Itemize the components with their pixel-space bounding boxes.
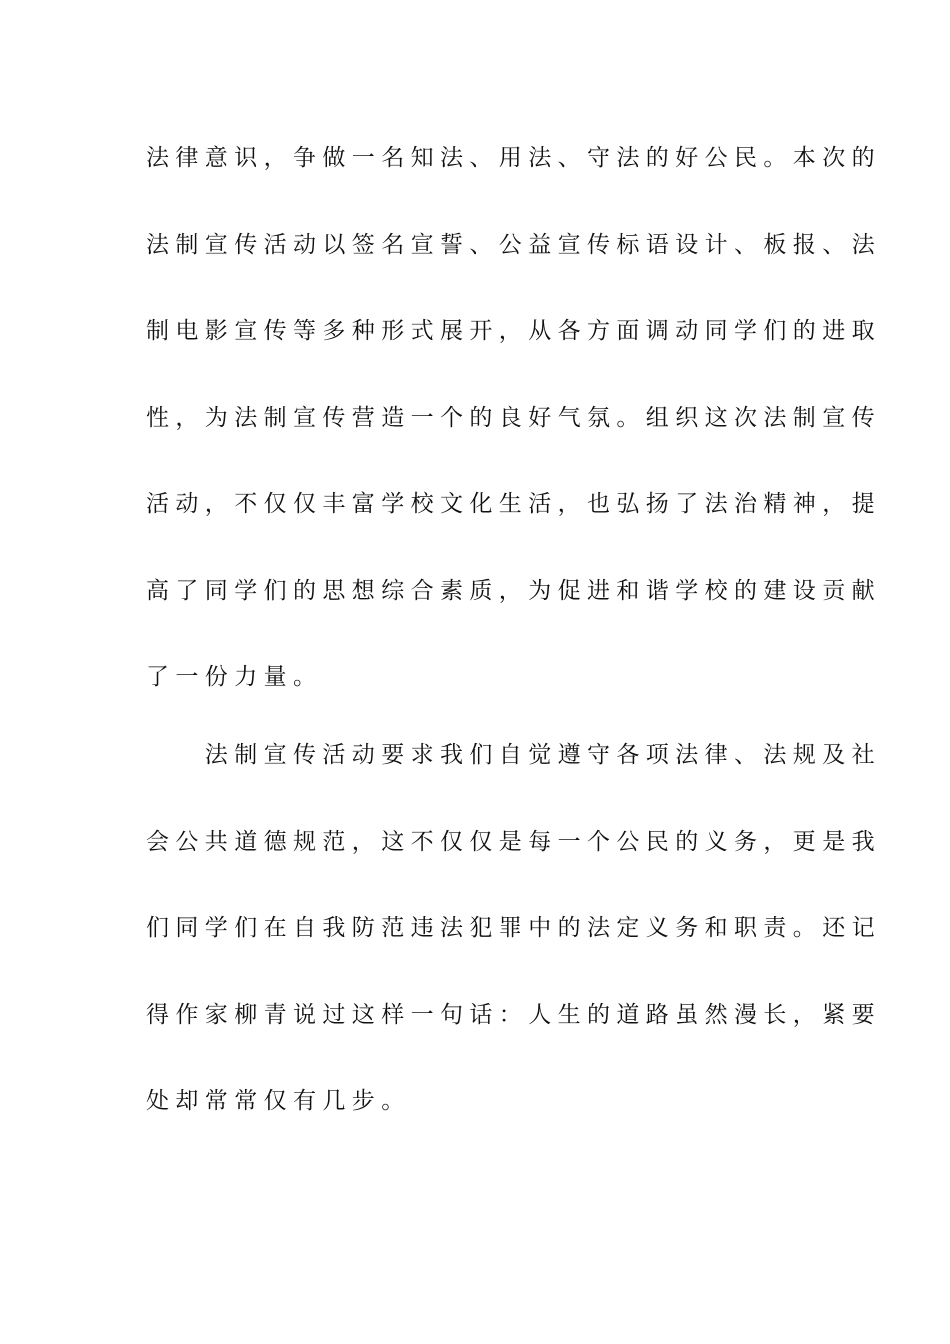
text-line: 得作家柳青说过这样一句话：人生的道路虽然漫长，紧要 xyxy=(146,1001,881,1028)
text-line: 制电影宣传等多种形式展开，从各方面调动同学们的进取 xyxy=(146,318,881,344)
text-line: 法律意识，争做一名知法、用法、守法的好公民。本次的 xyxy=(146,145,881,171)
paragraph-2 xyxy=(146,733,881,1166)
text-line: 高了同学们的思想综合素质，为促进和谐学校的建设贡献 xyxy=(146,577,881,604)
text-line: 法制宣传活动要求我们自觉遵守各项法律、法规及社 xyxy=(146,742,881,768)
text-line: 活动，不仅仅丰富学校文化生活，也弘扬了法治精神，提 xyxy=(146,491,881,517)
text-line: 们同学们在自我防范违法犯罪中的法定义务和职责。还记 xyxy=(146,915,881,941)
text-line: 处却常常仅有几步。 xyxy=(146,1088,411,1114)
text-line: 性，为法制宣传营造一个的良好气氛。组织这次法制宣传 xyxy=(146,404,881,431)
text-line: 了一份力量。 xyxy=(146,664,323,690)
text-line: 会公共道德规范，这不仅仅是每一个公民的义务，更是我 xyxy=(146,828,881,855)
text-line: 法制宣传活动以签名宣誓、公益宣传标语设计、板报、法 xyxy=(146,231,881,258)
paragraph-1 xyxy=(146,136,881,742)
